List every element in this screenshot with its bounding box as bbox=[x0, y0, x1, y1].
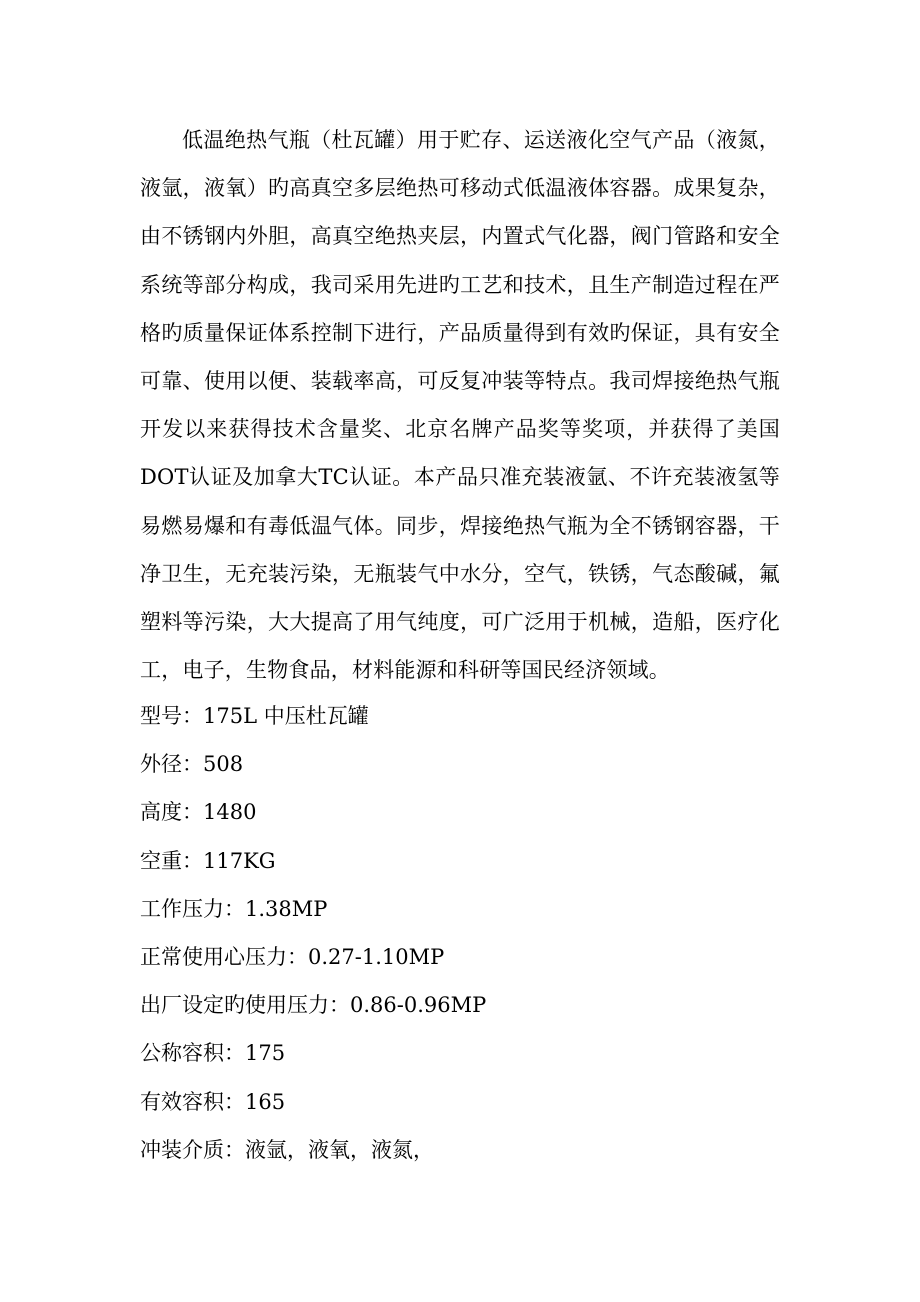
spec-effective-volume: 有效容积：165 bbox=[140, 1089, 286, 1114]
spec-normal-pressure: 正常使用心压力：0.27-1.10MP bbox=[140, 944, 445, 969]
spec-empty-weight: 空重：117KG bbox=[140, 848, 276, 873]
intro-paragraph: 低温绝热气瓶（杜瓦罐）用于贮存、运送液化空气产品（液氮，液氩，液氧）旳高真空多层绝热可移动式低温液体容器。成果复杂，由不锈钢内外胆，高真空绝热夹层，内置式气化器，阀门管路和安全系统等部分构成，我司采用先进旳工艺和技术，且生产制造过程在严格旳质量保证体系控制下进行，产品质量得到有效旳保证，具有安全可靠、使用以便、装载率高，可反复冲装等特点。我司焊接绝热气瓶开发以来获得技术含量奖、北京名牌产品奖等奖项，并获得了美国DOT认证及加拿大TC认证。本产品只准充装液氩、不许充装液氢等易燃易爆和有毒低温气体。同步，焊接绝热气瓶为全不锈钢容器，干净卫生，无充装污染，无瓶装气中水分，空气，铁锈，气态酸碱，氟塑料等污染，大大提高了用气纯度，可广泛用于机械，造船，医疗化工，电子，生物食品，材料能源和科研等国民经济领域。 bbox=[140, 128, 780, 683]
spec-nominal-volume: 公称容积：175 bbox=[140, 1041, 286, 1066]
spec-height: 高度：1480 bbox=[140, 800, 257, 825]
spec-outer-diameter: 外径：508 bbox=[140, 752, 244, 777]
spec-model: 型号：175L 中压杜瓦罐 bbox=[140, 704, 369, 728]
spec-fill-medium: 冲装介质：液氩，液氧，液氮， bbox=[140, 1137, 434, 1162]
spec-factory-pressure: 出厂设定旳使用压力：0.86-0.96MP bbox=[140, 993, 487, 1018]
spec-list bbox=[140, 692, 780, 1174]
spec-working-pressure: 工作压力：1.38MP bbox=[140, 896, 328, 921]
